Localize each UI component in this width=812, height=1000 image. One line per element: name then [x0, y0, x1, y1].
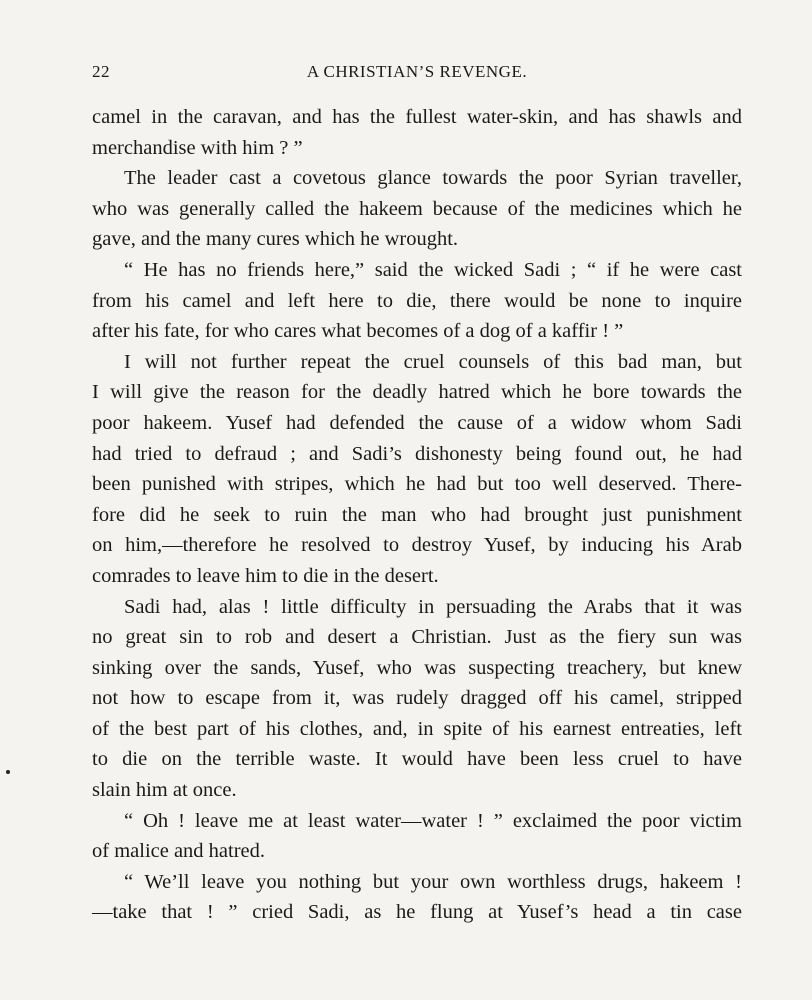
text-line: merchandise with him ? ”	[92, 136, 303, 159]
margin-speck	[6, 770, 10, 774]
text-line: camel in the caravan, and has the fullest water-skin, and has shawls and	[92, 106, 742, 128]
text-line: no great sin to rob and desert a Christian. Just as the fiery sun was	[92, 626, 742, 649]
text-line: gave, and the many cures which he wrought.	[92, 228, 459, 251]
page-number: 22	[92, 62, 110, 81]
text-line: The leader cast a covetous glance towards the poor Syrian traveller,	[124, 167, 742, 190]
text-line: after his fate, for who cares what becomes of a dog of a kaffir ! ”	[92, 320, 624, 343]
text-line: fore did he seek to ruin the man who had brought just punishment	[92, 503, 742, 526]
text-line: not how to escape from it, was rudely dragged off his camel, stripped	[92, 687, 742, 710]
text-line: to die on the terrible waste. It would have been less cruel to have	[92, 748, 742, 771]
body-text	[92, 102, 742, 928]
text-line: had tried to defraud ; and Sadi’s dishonesty being found out, he had	[92, 442, 742, 465]
page-header	[92, 62, 742, 86]
text-line: “ He has no friends here,” said the wicked Sadi ; “ if he were cast	[124, 258, 742, 281]
text-line: “ Oh ! leave me at least water—water ! ” exclaimed the poor victim	[124, 809, 742, 832]
text-line: who was generally called the hakeem because of the medicines which he	[92, 197, 742, 220]
text-line: slain him at once.	[92, 779, 237, 802]
text-line: of the best part of his clothes, and, in spite of his earnest entreaties, left	[92, 717, 742, 740]
text-line: from his camel and left here to die, there would be none to inquire	[92, 289, 742, 312]
text-line: Sadi had, alas ! little difficulty in persuading the Arabs that it was	[124, 595, 742, 618]
text-line: comrades to leave him to die in the desert.	[92, 564, 439, 587]
text-line: been punished with stripes, which he had but too well deserved. There-	[92, 473, 742, 496]
text-line: I will not further repeat the cruel counsels of this bad man, but	[124, 350, 742, 373]
text-line: —take that ! ” cried Sadi, as he flung at Yusef’s head a tin case	[92, 901, 742, 924]
running-title: A CHRISTIAN’S REVENGE.	[306, 62, 528, 81]
text-line: “ We’ll leave you nothing but your own worthless drugs, hakeem !	[124, 870, 742, 893]
text-line: on him,—therefore he resolved to destroy Yusef, by inducing his Arab	[92, 534, 742, 557]
text-line: poor hakeem. Yusef had defended the cause of a widow whom Sadi	[92, 411, 742, 434]
text-line: sinking over the sands, Yusef, who was suspecting treachery, but knew	[92, 656, 742, 679]
text-line: I will give the reason for the deadly hatred which he bore towards the	[92, 381, 742, 404]
text-line: of malice and hatred.	[92, 840, 266, 863]
